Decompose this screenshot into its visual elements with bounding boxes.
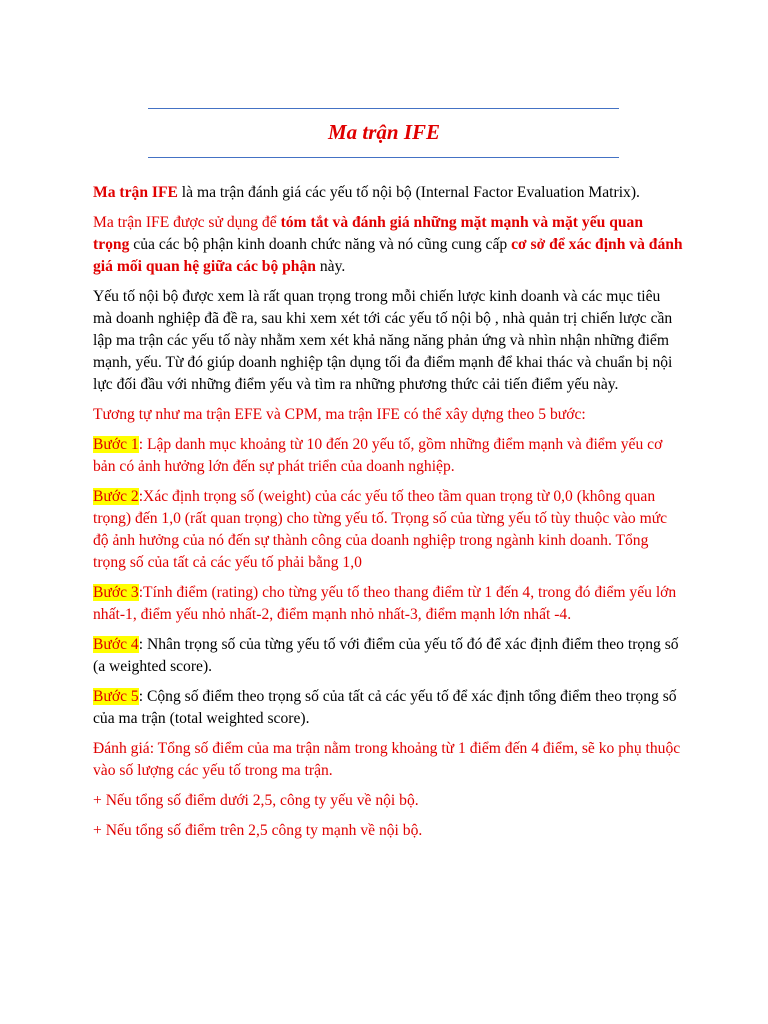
purpose-emphasis-2: cơ sở để xác định và đánh giá mối quan hệ giữa các bộ phận [93, 236, 683, 275]
paragraph-definition [93, 182, 683, 204]
step-5-label: Bước 5 [93, 688, 139, 705]
step-4-label: Bước 4 [93, 636, 139, 653]
step-4 [93, 634, 683, 678]
step-2-label: Bước 2 [93, 488, 139, 505]
document-body [93, 182, 683, 850]
paragraph-internal-factors: Yếu tố nội bộ được xem là rất quan trọng trong mỗi chiến lược kinh doanh và các mục tiêu mà doanh nghiệp đã đề ra, sau khi xem xét tới các yếu tố nội bộ , nhà quản trị chiến lược cần lập ma trận các yếu tố này nhằm xem xét khả năng năng phản ứng và nhìn nhận những điểm mạnh, yếu. Từ đó giúp doanh nghiệp tận dụng tối đa điểm mạnh để khai thác và chuẩn bị nội lực đối đầu với những điểm yếu và tìm ra những phương thức cải tiến điểm yếu này. [93, 288, 673, 393]
step-2-text: :Xác định trọng số (weight) của các yếu tố theo tầm quan trọng từ 0,0 (không quan trọng) đến 1,0 (rất quan trọng) cho từng yếu tố. Trọng số của từng yếu tố tùy thuộc vào mức độ ảnh hưởng của nó đến sự thành công của doanh nghiệp trong ngành kinh doanh. Tổng trọng số của tất cả các yếu tố phải bằng 1,0 [93, 488, 668, 571]
purpose-emphasis-1: tóm tắt và đánh giá những mặt mạnh và mặt yếu quan trọng [93, 214, 644, 253]
step-2 [93, 486, 683, 574]
paragraph-strong-condition: + Nếu tổng số điểm trên 2,5 công ty mạnh về nội bộ. [93, 822, 423, 839]
step-1-label: Bước 1 [93, 436, 139, 453]
step-3-label: Bước 3 [93, 584, 139, 601]
step-3 [93, 582, 683, 626]
step-4-text: : Nhân trọng số của từng yếu tố với điểm của yếu tố đó để xác định điểm theo trọng số (a weighted score). [93, 636, 679, 675]
page-title: Ma trận IFE [327, 120, 441, 144]
title-bottom-rule [148, 157, 619, 158]
purpose-text-2: của các bộ phận kinh doanh chức năng và nó cũng cung cấp [129, 236, 512, 253]
purpose-text-1: Ma trận IFE được sử dụng để [93, 214, 281, 231]
paragraph-purpose [93, 212, 683, 278]
step-1-text: : Lập danh mục khoảng từ 10 đến 20 yếu tố, gồm những điểm mạnh và điểm yếu cơ bản có ảnh hưởng lớn đến sự phát triển của doanh nghiệp. [93, 436, 663, 475]
step-5 [93, 686, 683, 730]
step-3-text: :Tính điểm (rating) cho từng yếu tố theo thang điểm từ 1 đến 4, trong đó điểm yếu lớn nhất-1, điểm yếu nhỏ nhất-2, điểm mạnh nhỏ nhất-3, điểm mạnh lớn nhất -4. [93, 584, 677, 623]
definition-text: là ma trận đánh giá các yếu tố nội bộ (Internal Factor Evaluation Matrix). [177, 184, 640, 201]
paragraph-evaluation: Đánh giá: Tổng số điểm của ma trận nằm trong khoảng từ 1 điểm đến 4 điểm, sẽ ko phụ thuộc vào số lượng các yếu tố trong ma trận. [93, 740, 681, 779]
paragraph-steps-intro: Tương tự như ma trận EFE và CPM, ma trận IFE có thể xây dựng theo 5 bước: [93, 406, 586, 423]
title-top-rule [148, 108, 619, 109]
definition-term: Ma trận IFE [93, 184, 178, 201]
step-5-text: : Cộng số điểm theo trọng số của tất cả các yếu tố để xác định tổng điểm theo trọng số của ma trận (total weighted score). [93, 688, 677, 727]
purpose-text-3: này. [315, 258, 346, 275]
paragraph-weak-condition: + Nếu tổng số điểm dưới 2,5, công ty yếu về nội bộ. [93, 792, 419, 809]
step-1 [93, 434, 683, 478]
